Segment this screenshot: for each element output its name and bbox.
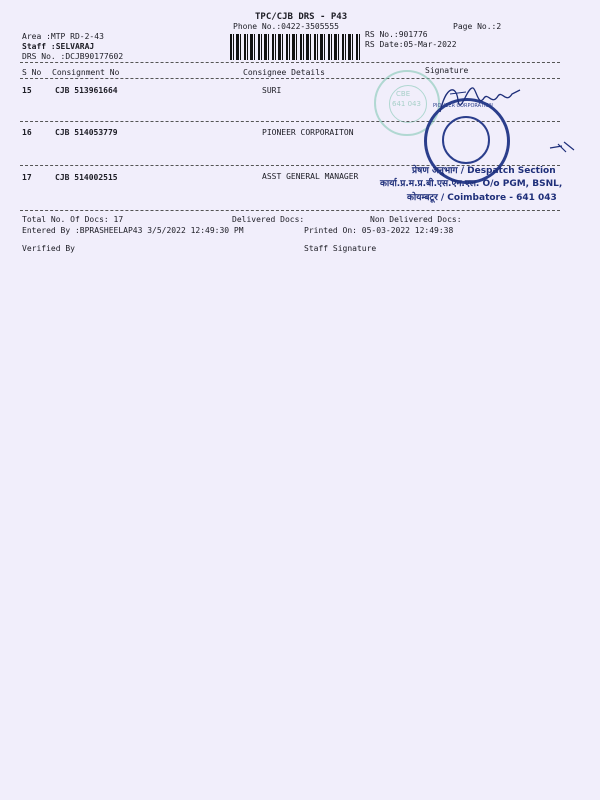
area-label: Area :MTP RD-2-43 — [22, 32, 104, 41]
postal-stamp: CBE 641 043 — [374, 70, 440, 136]
despatch-section-line3: कोयम्बटूर / Coimbatore - 641 043 — [407, 193, 557, 203]
row-consignment: CJB 514053779 — [55, 128, 118, 137]
row-sno: 15 — [22, 86, 32, 95]
signature-scribble — [436, 80, 526, 120]
drs-number: DRS No. :DCJB90177602 — [22, 52, 124, 61]
barcode — [230, 34, 360, 60]
column-divider — [20, 78, 560, 79]
row-consignment: CJB 514002515 — [55, 173, 118, 182]
delivered-docs: Delivered Docs: — [232, 215, 305, 224]
column-header-consignee: Consignee Details — [243, 68, 325, 77]
row-sno: 17 — [22, 173, 32, 182]
total-docs: Total No. Of Docs: 17 — [22, 215, 124, 224]
column-header-sno: S No — [22, 68, 42, 77]
verified-by: Verified By — [22, 244, 75, 253]
column-header-consignment: Consignment No — [52, 68, 120, 77]
document-title: TPC/CJB DRS - P43 — [255, 12, 348, 22]
printed-on: Printed On: 05-03-2022 12:49:38 — [304, 226, 454, 235]
pen-mark — [548, 140, 578, 156]
despatch-section-line1: प्रेषण अनुभाग / Despatch Section — [412, 166, 556, 176]
entered-by: Entered By :BPRASHEELAP43 3/5/2022 12:49:30 PM — [22, 226, 244, 235]
rs-number: RS No.:901776 — [365, 30, 428, 39]
row-consignment: CJB 513961664 — [55, 86, 118, 95]
row-consignee: PIONEER CORPORAITON — [262, 128, 354, 137]
row-consignee: ASST GENERAL MANAGER — [262, 172, 359, 181]
row-consignee: SURI — [262, 86, 282, 95]
despatch-section-line2: कार्या.प्र.म.प्र.बी.एस.एन.एल. O/o PGM, BSNL, — [380, 179, 563, 189]
staff-signature: Staff Signature — [304, 244, 377, 253]
phone-number: Phone No.:0422-3505555 — [233, 22, 339, 31]
page-number: Page No.:2 — [453, 22, 502, 31]
staff-label: Staff :SELVARAJ — [22, 42, 95, 51]
footer-divider — [20, 210, 560, 211]
header-divider — [20, 62, 560, 63]
non-delivered-docs: Non Delivered Docs: — [370, 215, 462, 224]
company-seal: PIONEER CORPORATION — [424, 98, 510, 184]
column-header-signature: Signature — [425, 66, 469, 75]
rs-date: RS Date:05-Mar-2022 — [365, 40, 457, 49]
row-sno: 16 — [22, 128, 32, 137]
